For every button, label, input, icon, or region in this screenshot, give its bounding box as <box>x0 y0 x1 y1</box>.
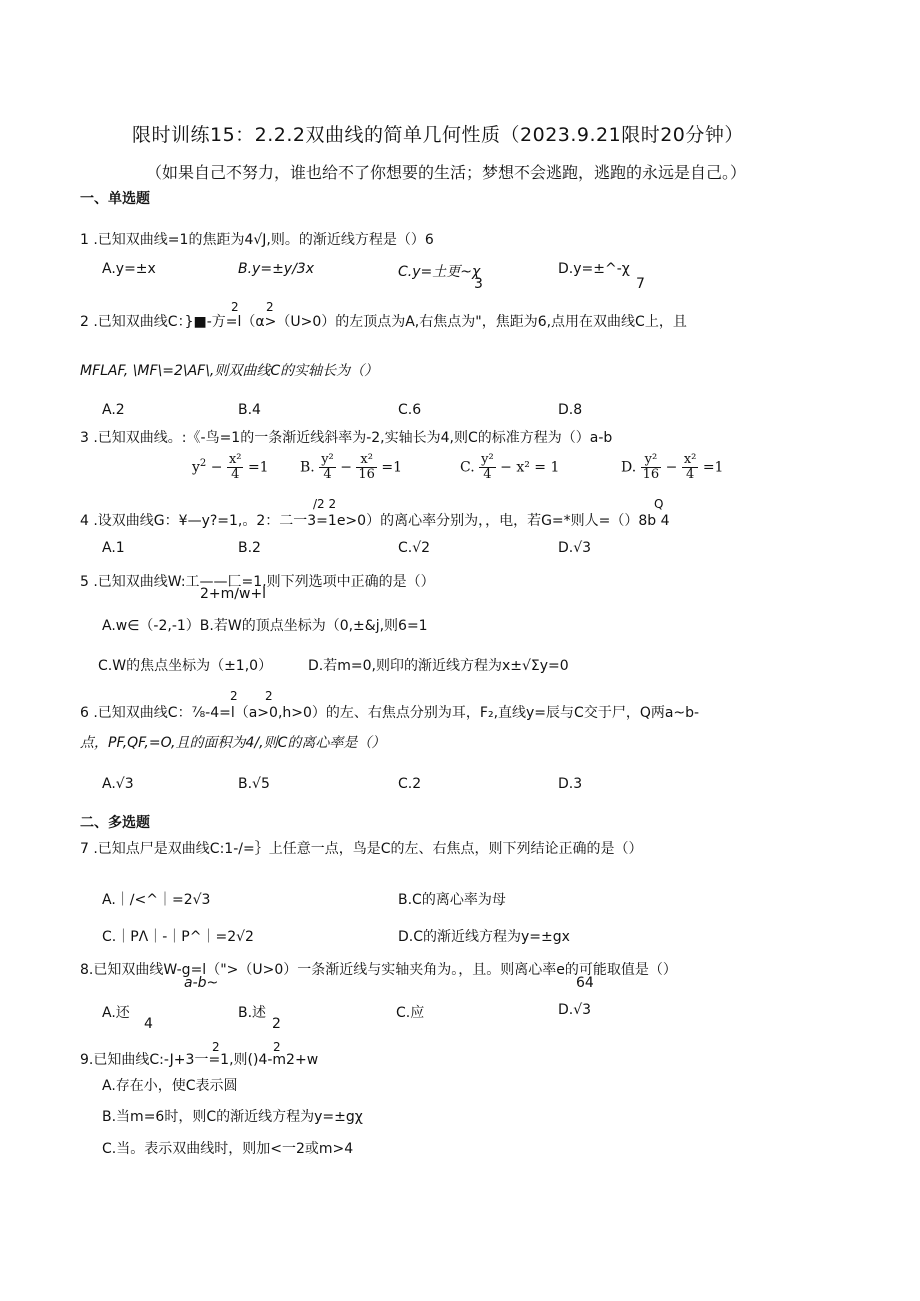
q2-option-b: B.4 <box>238 402 261 418</box>
q3-option-d: D. $\frac{\text{y²}}{16}$ − $\frac{\text{x²}}{4}$ =1 <box>621 452 724 482</box>
q7-option-c: C.｜PΛ｜-｜P^｜=2√2 <box>102 929 254 945</box>
q9-option-a: A.存在小，使C表示圆 <box>102 1078 238 1094</box>
q1-option-b: B.y=±y∕3x <box>238 261 314 277</box>
q6-superscript-2: 2 <box>265 689 273 703</box>
q8-option-a-sub: 4 <box>144 1016 153 1032</box>
q6-option-a: A.√3 <box>102 776 134 792</box>
q8-option-d: D.√3 <box>558 1002 592 1018</box>
q8-denominator: a-b~ <box>184 975 219 991</box>
q4-option-b: B.2 <box>238 540 261 556</box>
question-6-line-2: 点，PF,QF,=O,且的面积为4/,则C的离心率是（） <box>80 735 386 751</box>
q2-option-d: D.8 <box>558 402 583 418</box>
question-2-line-2: MFLAF, \MF\=2\AF\,则双曲线C的实轴长为（） <box>80 363 379 379</box>
q2-option-a: A.2 <box>102 402 125 418</box>
q9-option-b: B.当m=6时，则C的渐近线方程为y=±gχ <box>102 1109 363 1125</box>
question-3: 3 .已知双曲线。:《-鸟=1的一条渐近线斜率为-2,实轴长为4,则C的标准方程为（）a-b <box>80 430 613 446</box>
question-4: 4 .设双曲线G：¥—y?=1,。2：二一3=1e>0）的离心率分别为，，电，若G=*则人=（）8b 4 <box>80 513 670 529</box>
section-multiple-choice: 二、多选题 <box>80 815 150 831</box>
q6-option-b: B.√5 <box>238 776 270 792</box>
q6-option-d: D.3 <box>558 776 583 792</box>
q6-option-c: C.2 <box>398 776 422 792</box>
question-6: 6 .已知双曲线C：⅞-4=l（a>0,h>0）的左、右焦点分别为耳，F₂,直线y=辰与C交于尸，Q两a~b- <box>80 705 700 721</box>
page-title: 限时训练15：2.2.2双曲线的简单几何性质（2023.9.21限时20分钟） <box>132 124 744 146</box>
q7-option-d: D.C的渐近线方程为y=±gx <box>398 929 570 945</box>
section-single-choice: 一、单选题 <box>80 191 150 207</box>
q7-option-a: A.｜∕<^｜=2√3 <box>102 892 211 908</box>
q1-option-d-sub: 7 <box>636 276 645 292</box>
q8-angle-range: 64 <box>576 975 594 991</box>
q8-option-a: A.还 <box>102 1005 130 1021</box>
q8-option-c: C.应 <box>396 1005 425 1021</box>
question-2: 2 .已知双曲线C：}■-方=l（α>（U>0）的左顶点为A,右焦点为"，焦距为6,点用在双曲线C上，且 <box>80 314 687 330</box>
q2-superscript-2: 2 <box>266 300 274 314</box>
question-9: 9.已知曲线C:-J+3一=1,则()4-m2+w <box>80 1052 319 1068</box>
q2-superscript-1: 2 <box>231 300 239 314</box>
q4-option-c: C.√2 <box>398 540 431 556</box>
question-7: 7 .已知点尸是双曲线C:1-/=｝上任意一点，鸟是C的左、右焦点，则下列结论正确的是（） <box>80 841 643 857</box>
q6-superscript-1: 2 <box>230 689 238 703</box>
q1-option-a: A.y=±x <box>102 261 156 277</box>
q9-option-c: C.当。表示双曲线时，则加<一2或m>4 <box>102 1141 354 1157</box>
q5-option-d: D.若m=0,则印的渐近线方程为x±√Σy=0 <box>308 658 569 674</box>
q8-option-b-sub: 2 <box>272 1016 281 1032</box>
q1-option-d: D.y=±^-χ <box>558 261 630 277</box>
q1-option-c-sub: 3 <box>474 276 483 292</box>
q4-superscripts: /2 2 <box>313 497 337 511</box>
q8-option-b: B.述 <box>238 1005 267 1021</box>
q3-option-c: C. $\frac{\text{y²}}{4}$ − x² = 1 <box>460 452 560 482</box>
q5-denominator: 2+m∕w+l <box>200 586 267 602</box>
q4-option-d: D.√3 <box>558 540 592 556</box>
question-5: 5 .已知双曲线W:工——匚=1,则下列选项中正确的是（） <box>80 574 435 590</box>
motto: （如果自己不努力，谁也给不了你想要的生活；梦想不会逃跑，逃跑的永远是自己。） <box>146 163 747 182</box>
q7-option-b: B.C的离心率为母 <box>398 892 506 908</box>
q2-option-c: C.6 <box>398 402 422 418</box>
q3-option-a: $y^2$ − $\frac{\text{x²}}{4}$ =1 <box>192 452 269 482</box>
q1-option-c: C.y=土更~χ <box>398 264 481 280</box>
q9-superscript-1: 2 <box>212 1040 220 1054</box>
q9-superscript-2: 2 <box>273 1040 281 1054</box>
q5-option-a-b: A.w∈（-2,-1）B.若W的顶点坐标为（0,±&j,则6=1 <box>102 618 428 634</box>
q5-option-c: C.W的焦点坐标为（±1,0） <box>98 658 273 674</box>
question-8: 8.已知双曲线W-g=l（">（U>0）一条渐近线与实轴夹角为。，且。则离心率e的可能取值是（） <box>80 962 677 978</box>
q3-option-b: B. $\frac{\text{y²}}{4}$ − $\frac{\text{x²}}{16}$ =1 <box>300 452 403 482</box>
q4-superscript-q: Q <box>654 497 664 511</box>
q4-option-a: A.1 <box>102 540 125 556</box>
question-1: 1 .已知双曲线=1的焦距为4√J,则。的渐近线方程是（）6 <box>80 232 434 248</box>
